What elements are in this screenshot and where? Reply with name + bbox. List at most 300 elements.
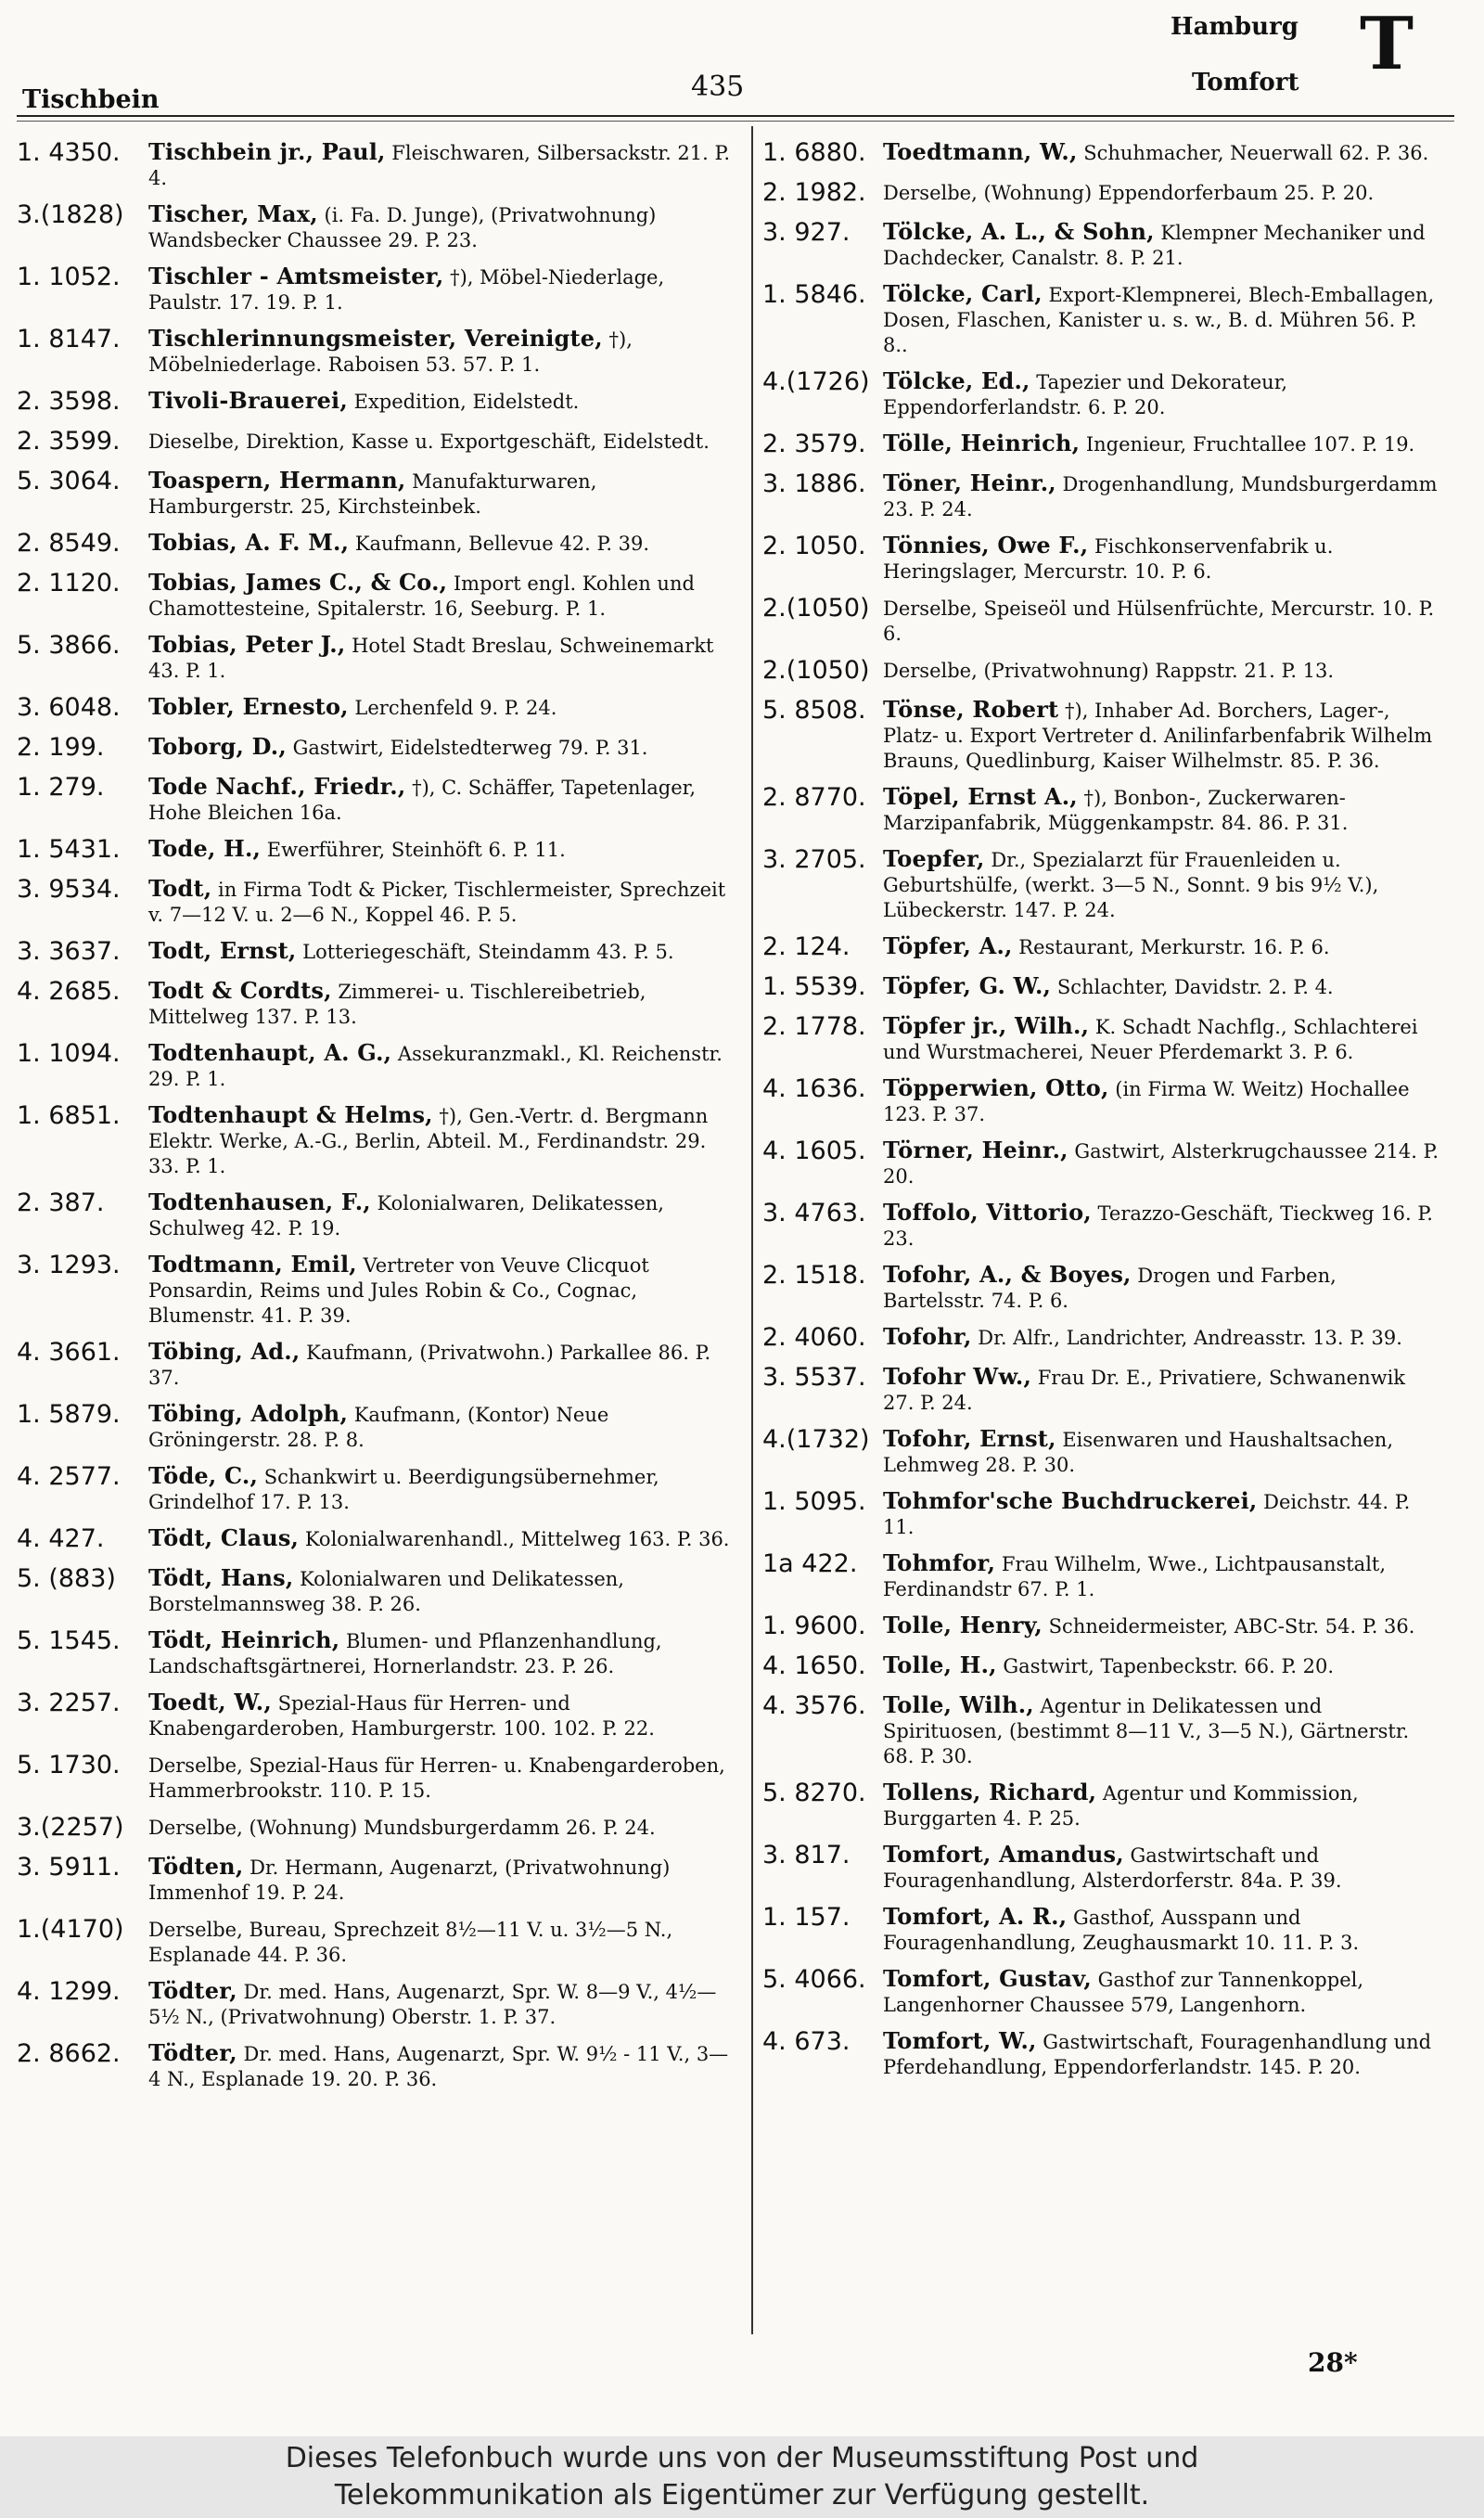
entry-text [148,936,731,965]
entry-details: Export-Klempnerei, Blech-Emballagen, Dosen, Flaschen, Kanister u. s. w., B. d. Mühren 56. P. 8.. [883,284,1435,356]
entry-text [148,1250,731,1329]
phone-number: 3. 4763. [762,1199,866,1227]
directory-entry [762,844,1439,923]
entry-details: †), Bonbon-, Zuckerwaren-Marzipanfabrik, Müggenkampstr. 84. 86. P. 31. [883,787,1349,834]
entry-name: Töde, C., [148,1462,259,1489]
directory-entry [762,1011,1439,1065]
entry-text [148,1523,731,1552]
entry-text [148,1563,731,1617]
phone-number: 2.(1050) [762,594,870,623]
entry-text [883,137,1439,166]
entry-name: Töpfer jr., Wilh., [883,1012,1090,1039]
directory-entry [17,1688,731,1741]
directory-entry [762,655,1439,687]
entry-text [148,1852,731,1906]
directory-entry [762,531,1439,585]
entry-name: Tode Nachf., Friedr., [148,773,406,800]
entry-name: Tollens, Richard, [883,1779,1097,1805]
directory-entry [17,630,731,684]
entry-name: Tomfort, W., [883,2027,1037,2054]
entry-name: Töpfer, G. W., [883,972,1052,999]
phone-number: 1. 6880. [762,138,866,167]
phone-number: 2. 8770. [762,783,866,812]
entry-text [883,971,1439,1000]
entry-details: Import engl. Kohlen und Chamottesteine, Spitalerstr. 16, Seeburg. P. 1. [148,572,695,620]
directory-entry [762,782,1439,836]
phone-number: 2. 1120. [17,569,121,597]
entry-name: Tödten, [148,1853,244,1880]
entry-details: Schuhmacher, Neuerwall 62. P. 36. [1083,142,1429,164]
entry-details: Ewerführer, Steinhöft 6. P. 11. [266,839,566,861]
entry-name: Tönnies, Owe F., [883,532,1089,559]
entry-text [148,2038,731,2092]
entry-name: Toepfer, [883,845,985,872]
phone-number: 3.(2257) [17,1813,124,1842]
entry-details: Dr., Spezialarzt für Frauenleiden u. Geburtshülfe, (werkt. 3—5 N., Sonnt. 9 bis 9½ V.), Lübeckerstr. 147. P. 24. [883,849,1379,921]
entry-details: in Firma Todt & Picker, Tischlermeister, Sprechzeit v. 7—12 V. u. 2—6 N., Koppel 46. P. 5. [148,879,726,926]
entry-name: Tolle, H., [883,1651,997,1678]
entry-details: Spezial-Haus für Herren- und Knabengarderoben, Hamburgerstr. 100. 102. P. 22. [148,1692,655,1740]
entry-details: †), Möbel-Niederlage, Paulstr. 17. 19. P. 1. [148,266,665,314]
directory-entry [17,324,731,378]
entry-text [148,772,731,826]
phone-number: 1. 9600. [762,1612,866,1640]
phone-number: 4. 3661. [17,1338,121,1367]
phone-number: 5. 3866. [17,631,121,660]
entry-name: Toffolo, Vittorio, [883,1199,1092,1226]
entry-details: Lotteriegeschäft, Steindamm 43. P. 5. [302,941,674,963]
directory-entry [762,1486,1439,1540]
phone-number: 5. 8508. [762,696,866,725]
directory-entry [17,692,731,724]
directory-entry [17,1523,731,1555]
entry-details: Schankwirt u. Beerdigungsübernehmer, Grindelhof 17. P. 13. [148,1466,659,1513]
entry-name: Töbing, Ad., [148,1338,301,1365]
entry-name: Tödt, Heinrich, [148,1626,340,1653]
entry-details: Gastwirtschaft, Fouragenhandlung und Pferdehandlung, Eppendorferlandstr. 145. P. 20. [883,2031,1432,2078]
directory-entry [762,2026,1439,2080]
phone-number: 5. 1730. [17,1751,121,1779]
entry-details: Gastwirt, Alsterkrugchaussee 214. P. 20. [883,1140,1439,1188]
entry-text [148,426,731,455]
entry-text [883,1424,1439,1478]
entry-text [883,931,1439,960]
signature-mark: 28* [1308,2347,1358,2378]
entry-details: Restaurant, Merkurstr. 16. P. 6. [1018,936,1330,958]
entry-details: Klempner Mechaniker und Dachdecker, Canalstr. 8. P. 21. [883,222,1426,269]
left-column [17,137,731,2100]
entry-details: Expedition, Eidelstedt. [353,391,580,413]
entry-name: Töpfer, A., [883,932,1013,959]
phone-number: 1. 1094. [17,1039,121,1068]
entry-name: Tofohr, [883,1323,972,1350]
phone-number: 5. 4066. [762,1965,866,1994]
directory-entry [762,1260,1439,1314]
phone-number: 1. 5431. [17,835,121,864]
phone-number: 2. 124. [762,932,851,961]
entry-name: Tischer, Max, [148,200,318,227]
phone-number: 2. 8662. [17,2039,121,2068]
phone-number: 4. 673. [762,2027,851,2056]
entry-text [148,834,731,863]
entry-details: Derselbe, Bureau, Sprechzeit 8½—11 V. u. 3½—5 N., Esplanade 44. P. 36. [148,1919,673,1966]
header-rule [17,115,1454,117]
directory-entry [762,1424,1439,1478]
entry-text [148,1812,731,1841]
entry-text [883,1690,1439,1769]
ownership-banner [0,2436,1484,2518]
entry-name: Tomfort, Amandus, [883,1841,1124,1868]
directory-entry [17,466,731,520]
entry-details: Dr. med. Hans, Augenarzt, Spr. W. 8—9 V., 4½—5½ N., (Privatwohnung) Oberstr. 1. P. 37. [148,1981,717,2028]
phone-number: 1a 422. [762,1549,858,1578]
entry-text [883,1011,1439,1065]
entry-name: Toedt, W., [148,1689,272,1715]
entry-name: Tomfort, A. R., [883,1903,1068,1930]
entry-text [148,1100,731,1179]
entry-text [148,324,731,378]
entry-details: Dr. Alfr., Landrichter, Andreasstr. 13. P. 39. [978,1327,1402,1349]
entry-name: Todtenhaupt & Helms, [148,1101,433,1128]
directory-entry [762,1073,1439,1127]
directory-entry [17,772,731,826]
entry-name: Tödt, Hans, [148,1564,294,1591]
entry-name: Tischler - Amtsmeister, [148,263,444,289]
directory-entry [762,1690,1439,1769]
entry-name: Tönse, Robert [883,696,1059,723]
entry-text [883,429,1439,457]
entry-details: Kaufmann, (Privatwohn.) Parkallee 86. P. 37. [148,1342,711,1389]
phone-number: 2. 199. [17,733,105,762]
entry-details: Assekuranzmakl., Kl. Reichenstr. 29. P. 1. [148,1043,723,1090]
entry-details: Dr. med. Hans, Augenarzt, Spr. W. 9½ - 11 V., 3—4 N., Esplanade 19. 20. P. 36. [148,2043,729,2090]
directory-entry [762,1611,1439,1642]
entry-details: Schneidermeister, ABC-Str. 54. P. 36. [1048,1615,1415,1638]
phone-number: 3. 5911. [17,1853,121,1882]
phone-number: 4. 2685. [17,977,121,1006]
phone-number: 4. 1650. [762,1651,866,1680]
phone-number: 3. 1886. [762,469,866,498]
entry-name: Tofohr, Ernst, [883,1425,1056,1452]
entry-text [148,466,731,520]
directory-entry [17,1250,731,1329]
entry-name: Tödt, Claus, [148,1524,300,1551]
header-right-keyword: Tomfort [1192,69,1299,96]
header-rule-thin [17,121,1454,122]
entry-name: Todtenhaupt, A. G., [148,1039,392,1066]
phone-number: 2.(1050) [762,656,870,685]
entry-details: Derselbe, (Privatwohnung) Rappstr. 21. P. 13. [883,660,1335,682]
entry-name: Törner, Heinr., [883,1137,1068,1163]
entry-details: (i. Fa. D. Junge), (Privatwohnung) Wandsbecker Chaussee 29. P. 23. [148,204,657,251]
phone-number: 1. 5095. [762,1487,866,1516]
phone-number: 4.(1726) [762,367,870,396]
phone-number: 1. 5879. [17,1400,121,1429]
entry-text [148,874,731,928]
phone-number: 1.(4170) [17,1915,124,1944]
phone-number: 3. 1293. [17,1251,121,1279]
directory-entry [17,834,731,866]
entry-text [148,1337,731,1391]
phone-number: 5. (883) [17,1564,116,1593]
entry-text [148,1688,731,1741]
directory-entry [17,426,731,457]
entry-text [883,1260,1439,1314]
banner-line-1: Dieses Telefonbuch wurde uns von der Museumsstiftung Post und [285,2442,1199,2474]
directory-entry [17,1461,731,1515]
directory-entry [762,695,1439,774]
entry-text [148,1914,731,1968]
entry-text [148,528,731,557]
entry-details: K. Schadt Nachflg., Schlachterei und Wurstmacherei, Neuer Pferdemarkt 3. P. 6. [883,1016,1418,1063]
directory-entry [17,568,731,622]
phone-number: 3. 2705. [762,845,866,874]
directory-entry [17,874,731,928]
entry-details: †), C. Schäffer, Tapetenlager, Hohe Bleichen 16a. [148,777,697,824]
entry-text [883,1198,1439,1252]
entry-text [883,1651,1439,1679]
phone-number: 3. 927. [762,218,851,247]
phone-number: 2. 3599. [17,427,121,456]
directory-entry [762,1964,1439,2018]
entry-details: Lerchenfeld 9. P. 24. [354,697,557,719]
entry-details: Derselbe, (Wohnung) Mundsburgerdamm 26. P. 24. [148,1817,656,1839]
directory-entry [17,262,731,315]
entry-name: Toborg, D., [148,733,287,760]
entry-name: Tolle, Henry, [883,1612,1043,1638]
entry-text [148,386,731,415]
entry-name: Tolle, Wilh., [883,1691,1034,1718]
phone-number: 5. 1545. [17,1626,121,1655]
entry-name: Todtenhausen, F., [148,1188,371,1215]
entry-name: Töpperwien, Otto, [883,1074,1109,1101]
directory-entry [762,971,1439,1003]
phone-number: 2. 1982. [762,178,866,207]
entry-details: Vertreter von Veuve Clicquot Ponsardin, Reims und Jules Robin & Co., Cognac, Blumenstr. 41. P. 39. [148,1254,649,1327]
directory-entry [762,279,1439,358]
directory-entry [762,1651,1439,1682]
entry-name: Tohmfor'sche Buchdruckerei, [883,1487,1258,1514]
entry-text [148,199,731,253]
entry-text [883,1840,1439,1894]
phone-number: 3. 817. [762,1841,851,1869]
entry-details: Kaufmann, (Kontor) Neue Gröningerstr. 28. P. 8. [148,1404,609,1451]
entry-text [883,1902,1439,1956]
entry-details: Kolonialwaren und Delikatessen, Borstelmannsweg 38. P. 26. [148,1568,624,1615]
entry-details: †), Gen.-Vertr. d. Bergmann Elektr. Werke, A.-G., Berlin, Abteil. M., Ferdinandstr. 29. 33. P. 1. [148,1105,709,1177]
entry-name: Tischbein jr., Paul, [148,138,386,165]
entry-details: Agentur und Kommission, Burggarten 4. P. 25. [883,1782,1359,1830]
directory-entry [762,1840,1439,1894]
phone-number: 3. 9534. [17,875,121,904]
phone-number: 3.(1828) [17,200,124,229]
entry-details: Ingenieur, Fruchtallee 107. P. 19. [1085,433,1415,456]
column-divider [751,126,753,2334]
entry-name: Tode, H., [148,835,262,862]
phone-number: 3. 5537. [762,1363,866,1392]
directory-entry [17,1812,731,1844]
phone-number: 1. 8147. [17,325,121,353]
directory-entry [17,1100,731,1179]
entry-text [148,1399,731,1453]
phone-number: 3. 6048. [17,693,121,722]
entry-name: Tobias, A. F. M., [148,529,350,556]
page-number: 435 [691,71,745,103]
phone-number: 2. 3579. [762,430,866,458]
directory-entry [762,1548,1439,1602]
directory-entry [17,1337,731,1391]
entry-text [148,1461,731,1515]
entry-details: Dr. Hermann, Augenarzt, (Privatwohnung) Immenhof 19. P. 24. [148,1856,671,1904]
directory-entry [762,931,1439,963]
entry-text [148,976,731,1030]
directory-entry [762,177,1439,209]
entry-text [883,531,1439,585]
banner-line-2: Telekommunikation als Eigentümer zur Verfügung gestellt. [334,2479,1150,2512]
entry-text [883,593,1439,647]
entry-details: Deichstr. 44. P. 11. [883,1491,1411,1538]
entry-name: Töner, Heinr., [883,469,1056,496]
directory-entry [17,1188,731,1241]
entry-name: Tofohr, A., & Boyes, [883,1261,1132,1288]
directory-entry [17,528,731,559]
phone-number: 1. 6851. [17,1101,121,1130]
entry-details: †), Inhaber Ad. Borchers, Lager-, Platz- u. Export Vertreter d. Anilinfarbenfabrik Wilhelm Brauns, Quedlinburg, Kaiser Wilhelmstr. 85. P. 36. [883,700,1433,772]
phone-number: 4. 1636. [762,1074,866,1103]
entry-text [148,732,731,761]
header-left-keyword: Tischbein [22,85,160,114]
directory-entry [762,1902,1439,1956]
phone-number: 1. 4350. [17,138,121,167]
directory-entry [17,1750,731,1804]
phone-number: 2. 1050. [762,532,866,560]
directory-entry [762,217,1439,271]
entry-text [883,177,1439,206]
phone-number: 2. 1778. [762,1012,866,1041]
entry-name: Tobias, James C., & Co., [148,569,448,596]
entry-text [883,1964,1439,2018]
entry-name: Tobias, Peter J., [148,631,346,658]
directory-entry [762,1362,1439,1416]
entry-details: Derselbe, (Wohnung) Eppendorferbaum 25. P. 20. [883,182,1375,204]
entry-name: Tomfort, Gustav, [883,1965,1092,1992]
entry-details: Zimmerei- u. Tischlereibetrieb, Mittelweg 137. P. 13. [148,981,646,1028]
entry-details: Fleischwaren, Silbersackstr. 21. P. 4. [148,142,731,189]
entry-text [883,655,1439,684]
entry-text [148,1188,731,1241]
directory-entry [762,1136,1439,1189]
entry-name: Toedtmann, W., [883,138,1078,165]
directory-entry [17,1914,731,1968]
entry-name: Tödter, [148,2039,237,2066]
entry-text [883,695,1439,774]
directory-entry [17,1976,731,2030]
entry-details: Gastwirtschaft und Fouragenhandlung, Alsterdorferstr. 84a. P. 39. [883,1844,1342,1892]
directory-entry [17,1563,731,1617]
phone-number: 2. 4060. [762,1323,866,1352]
entry-name: Töpel, Ernst A., [883,783,1078,810]
entry-details: Derselbe, Spezial-Haus für Herren- u. Knabengarderoben, Hammerbrookstr. 110. P. 15. [148,1754,725,1802]
entry-text [883,1778,1439,1831]
entry-text [148,630,731,684]
entry-details: Hotel Stadt Breslau, Schweinemarkt 43. P. 1. [148,635,714,682]
phone-number: 2. 3598. [17,387,121,416]
entry-text [883,1136,1439,1189]
entry-text [883,1362,1439,1416]
phone-number: 1. 157. [762,1903,851,1932]
entry-details: Fischkonservenfabrik u. Heringslager, Mercurstr. 10. P. 6. [883,535,1334,583]
entry-name: Tivoli-Brauerei, [148,387,348,414]
directory-entry [762,366,1439,420]
entry-details: †), Möbelniederlage. Raboisen 53. 57. P. 1. [148,328,633,376]
directory-entry [17,976,731,1030]
directory-entry [17,936,731,968]
directory-entry [762,429,1439,460]
entry-text [148,568,731,622]
entry-text [883,469,1439,522]
entry-details: Manufakturwaren, Hamburgerstr. 25, Kirchsteinbek. [148,470,597,518]
phone-number: 1. 279. [17,773,105,802]
entry-name: Tölcke, A. L., & Sohn, [883,218,1155,245]
entry-details: Frau Wilhelm, Wwe., Lichtpausanstalt, Ferdinandstr 67. P. 1. [883,1553,1387,1600]
entry-text [883,844,1439,923]
entry-name: Tölcke, Carl, [883,280,1043,307]
entry-details: Schlachter, Davidstr. 2. P. 4. [1056,976,1334,998]
entry-details: Kaufmann, Bellevue 42. P. 39. [354,533,650,555]
right-column [762,137,1439,2088]
section-letter: T [1360,2,1414,86]
entry-details: Terazzo-Geschäft, Tieckweg 16. P. 23. [883,1202,1433,1250]
entry-name: Todt & Cordts, [148,977,332,1004]
directory-entry [17,1038,731,1092]
entry-text [148,1038,731,1092]
entry-text [148,1625,731,1679]
directory-entry [17,1625,731,1679]
directory-entry [762,137,1439,169]
directory-entry [17,137,731,191]
phone-number: 3. 3637. [17,937,121,966]
phone-number: 4. 1299. [17,1977,121,2006]
phone-number: 1. 5846. [762,280,866,309]
phone-number: 4. 427. [17,1524,105,1553]
directory-entry [17,1399,731,1453]
entry-details: Gastwirt, Eidelstedterweg 79. P. 31. [292,737,648,759]
entry-details: Kolonialwarenhandl., Mittelweg 163. P. 36. [304,1528,730,1550]
entry-text [148,692,731,721]
phone-number: 5. 8270. [762,1779,866,1807]
entry-name: Tohmfor, [883,1549,996,1576]
directory-entry [762,1322,1439,1354]
entry-text [148,1976,731,2030]
entry-details: Derselbe, Speiseöl und Hülsenfrüchte, Mercurstr. 10. P. 6. [883,597,1435,645]
entry-name: Tödter, [148,1977,237,2004]
entry-text [883,782,1439,836]
phone-number: 4. 3576. [762,1691,866,1720]
directory-entry [762,1778,1439,1831]
entry-details: Tapezier und Dekorateur, Eppendorferlandstr. 6. P. 20. [883,371,1288,418]
entry-name: Toaspern, Hermann, [148,467,406,494]
entry-name: Töbing, Adolph, [148,1400,349,1427]
directory-entry [762,1198,1439,1252]
directory-entry [17,199,731,253]
header-city: Hamburg [1171,13,1298,41]
entry-details: Kolonialwaren, Delikatessen, Schulweg 42. P. 19. [148,1192,664,1240]
phone-number: 1. 5539. [762,972,866,1001]
entry-text [883,366,1439,420]
entry-details: Gasthof zur Tannenkoppel, Langenhorner Chaussee 579, Langenhorn. [883,1969,1364,2016]
directory-entry [762,593,1439,647]
entry-text [883,217,1439,271]
